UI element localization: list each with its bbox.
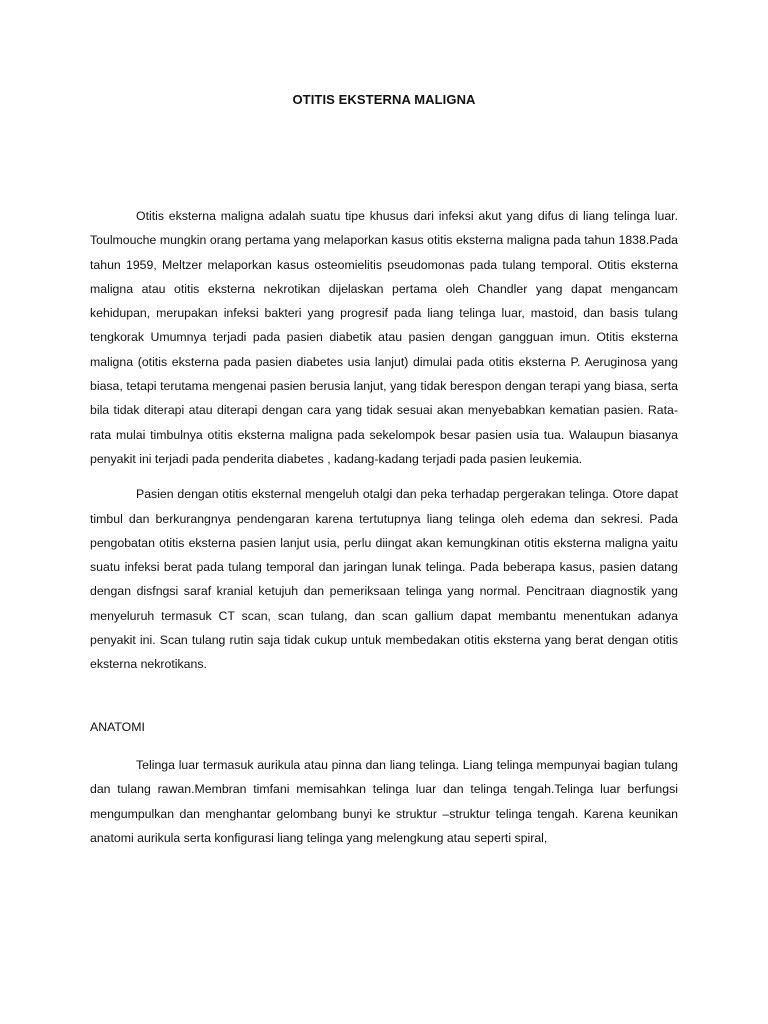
paragraph-intro: Otitis eksterna maligna adalah suatu tipe khusus dari infeksi akut yang difus di liang telinga luar. Toulmouche mungkin orang pertama yang melaporkan kasus otitis eksterna maligna pada tahun 1838.Pada tahun 1959, Meltzer melaporkan kasus osteomielitis pseudomonas pada tulang temporal. Otitis eksterna maligna atau otitis eksterna nekrotikan dijelaskan pertama oleh Chandler yang dapat mengancam kehidupan, merupakan infeksi bakteri yang progresif pada liang telinga luar, mastoid, dan basis tulang tengkorak Umumnya terjadi pada pasien diabetik atau pasien dengan gangguan imun. Otitis eksterna maligna (otitis eksterna pada pasien diabetes usia lanjut) dimulai pada otitis eksterna P. Aeruginosa yang biasa, tetapi terutama mengenai pasien berusia lanjut, yang tidak berespon dengan terapi yang biasa, serta bila tidak diterapi atau diterapi dengan cara yang tidak sesuai akan menyebabkan kematian pasien. Rata-rata mulai timbulnya otitis eksterna maligna pada sekelompok besar pasien usia tua. Walaupun biasanya penyakit ini terjadi pada penderita diabetes , kadang-kadang terjadi pada pasien leukemia. bbox=[90, 209, 678, 466]
document-body bbox=[90, 204, 678, 850]
paragraph-anatomi: Telinga luar termasuk aurikula atau pinna dan liang telinga. Liang telinga mempunyai bagian tulang dan tulang rawan.Membran timfani memisahkan telinga luar dan telinga tengah.Telinga luar berfungsi mengumpulkan dan menghantar gelombang bunyi ke struktur –struktur telinga tengah. Karena keunikan anatomi aurikula serta konfigurasi liang telinga yang melengkung atau seperti spiral, bbox=[90, 757, 678, 845]
paragraph-symptoms: Pasien dengan otitis eksternal mengeluh otalgi dan peka terhadap pergerakan telinga. Otore dapat timbul dan berkurangnya pendengaran karena tertutupnya liang telinga oleh edema dan sekresi. Pada pengobatan otitis eksterna pasien lanjut usia, perlu diingat akan kemungkinan otitis eksterna maligna yaitu suatu infeksi berat pada tulang temporal dan jaringan lunak telinga. Pada beberapa kasus, pasien datang dengan disfngsi saraf kranial ketujuh dan pemeriksaan telinga yang normal. Pencitraan diagnostik yang menyeluruh termasuk CT scan, scan tulang, dan scan gallium dapat membantu menentukan adanya penyakit ini. Scan tulang rutin saja tidak cukup untuk membedakan otitis eksterna yang berat dengan otitis eksterna nekrotikans. bbox=[90, 487, 678, 672]
document-title: OTITIS EKSTERNA MALIGNA bbox=[292, 92, 476, 107]
section-heading-anatomi: ANATOMI bbox=[90, 719, 145, 734]
